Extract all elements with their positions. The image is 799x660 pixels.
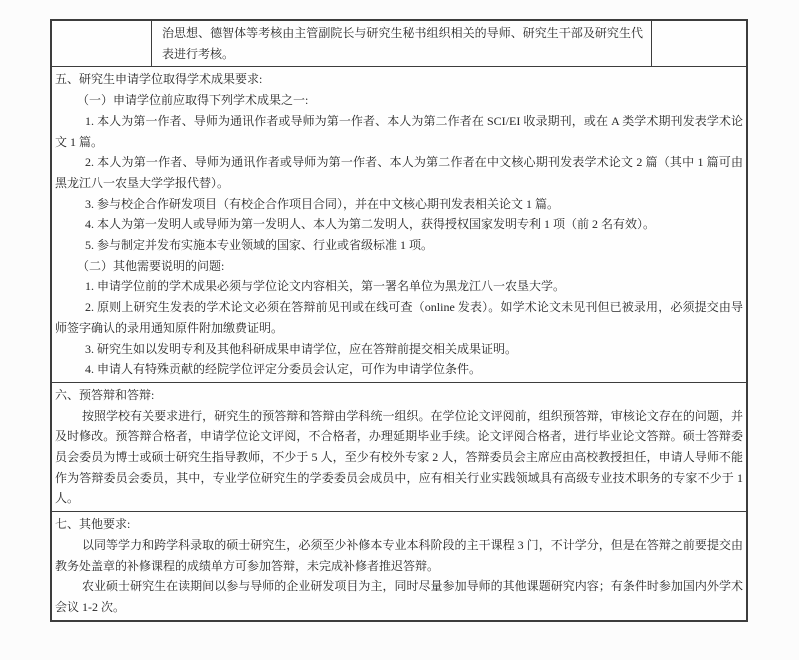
list-item: 1. 本人为第一作者、导师为通讯作者或导师为第一作者、本人为第二作者在 SCI/EI 收录期刊，或在 A 类学术期刊发表学术论文 1 篇。 — [55, 113, 743, 149]
continuation-text-cell — [152, 21, 652, 66]
degree-requirements-table — [50, 19, 748, 622]
list-item: 2. 本人为第一作者、导师为通讯作者或导师为第一作者、本人为第二作者在中文核心期刊发表学术论文 2 篇（其中 1 篇可由黑龙江八一农垦大学学报代替）。 — [55, 155, 743, 190]
paragraph: 农业硕士研究生在读期间以参与导师的企业研发项目为主，同时尽量参加导师的其他课题研究内容；有条件时参加国内外学术会议 1-2 次。 — [55, 579, 743, 614]
list-item: 5. 参与制定并发布实施本专业领域的国家、行业或省级标准 1 项。 — [85, 238, 434, 253]
continuation-row — [52, 21, 746, 67]
paragraph: 以同等学力和跨学科录取的硕士研究生，必须至少补修本专业本科阶段的主干课程 3 门，不计学分，但是在答辩之前要提交由教务处盖章的补修课程的成绩单方可参加答辩，未完成补修者推迟答辩。 — [55, 537, 743, 573]
list-item: 3. 研究生如以发明专利及其他科研成果申请学位，应在答辩前提交相关成果证明。 — [85, 341, 518, 356]
section-five-academic-achievements — [52, 67, 746, 383]
section-six-defense — [52, 383, 746, 512]
list-item: 4. 申请人有特殊贡献的经院学位评定分委员会认定，可作为申请学位条件。 — [85, 362, 482, 377]
continuation-paragraph: 治思想、德智体等考核由主管副院长与研究生秘书组织相关的导师、研究生干部及研究生代表进行考核。 — [162, 26, 643, 61]
list-item: 3. 参与校企合作研发项目（有校企合作项目合同），并在中文核心期刊发表相关论文 1 篇。 — [85, 196, 560, 211]
list-item: 4. 本人为第一发明人或导师为第一发明人、本人为第二发明人，获得授权国家发明专利 1 项（前 2 名有效）。 — [85, 217, 656, 232]
section-title: 六、预答辩和答辩: — [55, 387, 155, 402]
subsection-heading: （二）其他需要说明的问题: — [77, 258, 225, 273]
paragraph: 按照学校有关要求进行，研究生的预答辩和答辩由学科统一组织。在学位论文评阅前，组织预答辩，审核论文存在的问题，并及时修改。预答辩合格者，申请学位论文评阅，不合格者，办理延期毕业手续。论文评阅合格者，进行毕业论文答辩。硕士答辩委员会委员为博士或硕士研究生指导教师，不少于 5 人，至少有校外专家 2 人，答辩委员会主席应由高校教授担任，申请人导师不能作为答辩委员会委员，其中，专业学位研究生的学委委员会成员中，应有相关行业实践领域具有高级专业技术职务的专家不少于 1 人。 — [55, 408, 743, 506]
empty-left-cell — [52, 21, 152, 66]
section-title: 五、研究生申请学位取得学术成果要求: — [55, 72, 263, 87]
section-title: 七、其他要求: — [55, 517, 131, 532]
list-item: 2. 原则上研究生发表的学术论文必须在答辩前见刊或在线可查（online 发表）。如学术论文未见刊但已被录用，必须提交由导师签字确认的录用通知原件附加缴费证明。 — [55, 300, 743, 335]
empty-right-cell — [652, 21, 746, 66]
section-seven-other-requirements — [52, 512, 746, 620]
list-item: 1. 申请学位前的学术成果必须与学位论文内容相关，第一署名单位为黑龙江八一农垦大学。 — [85, 279, 566, 294]
subsection-heading: （一）申请学位前应取得下列学术成果之一: — [77, 93, 309, 108]
